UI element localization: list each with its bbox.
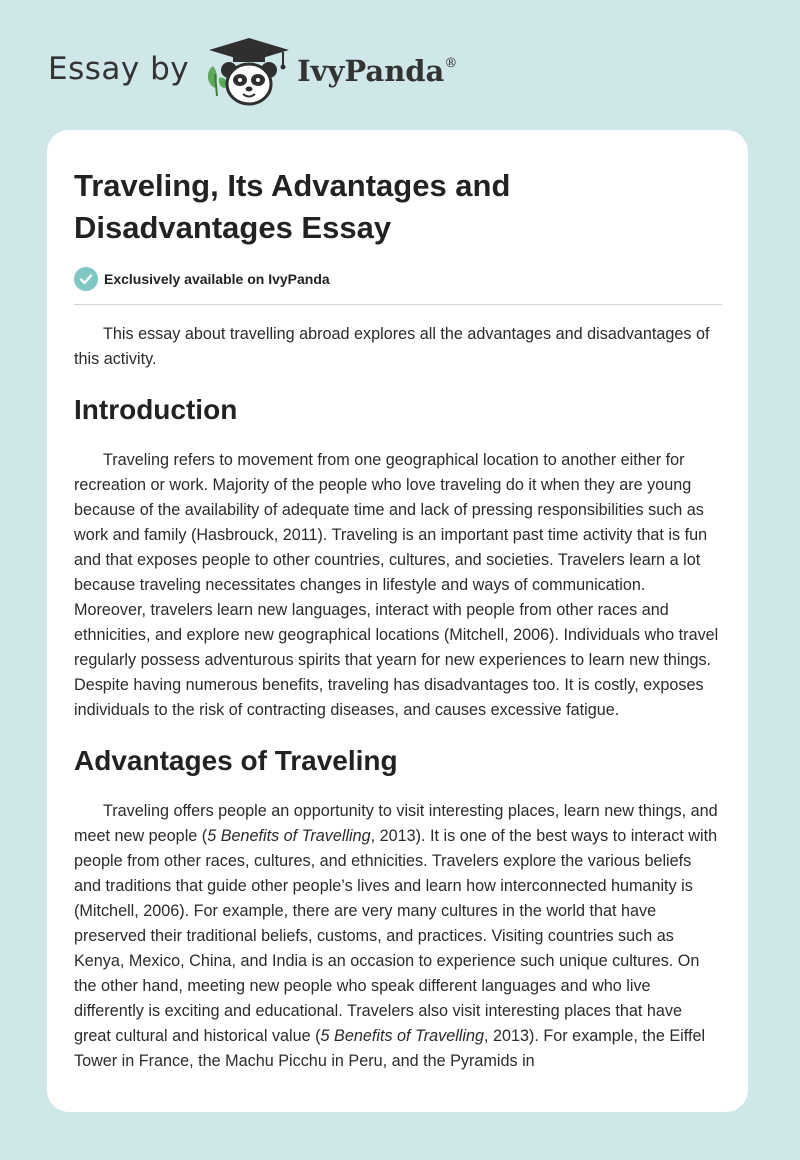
- divider: [74, 304, 722, 305]
- registered-mark: ®: [444, 56, 458, 71]
- advantages-paragraph: Traveling offers people an opportunity to visit interesting places, learn new things, and meet new people (5 Benefits of Travelling, 2013). It is one of the best ways to interact with people from other races, cultures, and ethnicities. Travelers explore the various beliefs and traditions that guide other people’s lives and learn how interconnected humanity is (Mitchell, 2006). For example, there are very many cultures in the world that have preserved their traditional beliefs, customs, and practices. Visiting countries such as Kenya, Mexico, China, and India is an occasion to experience such unique cultures. On the other hand, meeting new people who speak different languages and who live differently is exciting and educational. Travelers also visit interesting places that have great cultural and historical value (5 Benefits of Travelling, 2013). For example, the Eiffel Tower in France, the Machu Picchu in Peru, and the Pyramids in: [74, 802, 718, 1070]
- section-heading-advantages: Advantages of Traveling: [74, 745, 398, 776]
- section-heading-introduction: Introduction: [74, 394, 238, 425]
- brand-name[interactable]: IvyPanda®: [297, 54, 458, 88]
- citation-title: 5 Benefits of Travelling: [320, 1027, 485, 1045]
- essay-by-label: Essay by: [48, 51, 190, 87]
- exclusive-badge-label: Exclusively available on IvyPanda: [104, 271, 330, 287]
- check-circle-icon: [74, 267, 98, 291]
- exclusive-badge: [74, 265, 721, 293]
- lead-paragraph: This essay about travelling abroad explores all the advantages and disadvantages of this activity.: [74, 325, 710, 368]
- citation-title: 5 Benefits of Travelling: [207, 827, 371, 845]
- essay-title: Traveling, Its Advantages and Disadvantages Essay: [74, 168, 511, 245]
- panda-graduate-logo-icon[interactable]: [203, 36, 295, 108]
- essay-card: [47, 130, 748, 1112]
- site-header: [48, 36, 457, 108]
- introduction-paragraph: Traveling refers to movement from one geographical location to another either for recreation or work. Majority of the people who love traveling do it when they are young because of the availability of adequate time and lack of pressing responsibilities such as work and family (Hasbrouck, 2011). Traveling is an important past time activity that is fun and that exposes people to other countries, cultures, and societies. Travelers learn a lot because traveling necessitates changes in lifestyle and ways of communication. Moreover, travelers learn new languages, interact with people from other races and ethnicities, and explore new geographical locations (Mitchell, 2006). Individuals who travel regularly possess adventurous spirits that yearn for new experiences to learn new things. Despite having numerous benefits, traveling has disadvantages too. It is costly, exposes individuals to the risk of contracting diseases, and causes excessive fatigue.: [74, 451, 719, 719]
